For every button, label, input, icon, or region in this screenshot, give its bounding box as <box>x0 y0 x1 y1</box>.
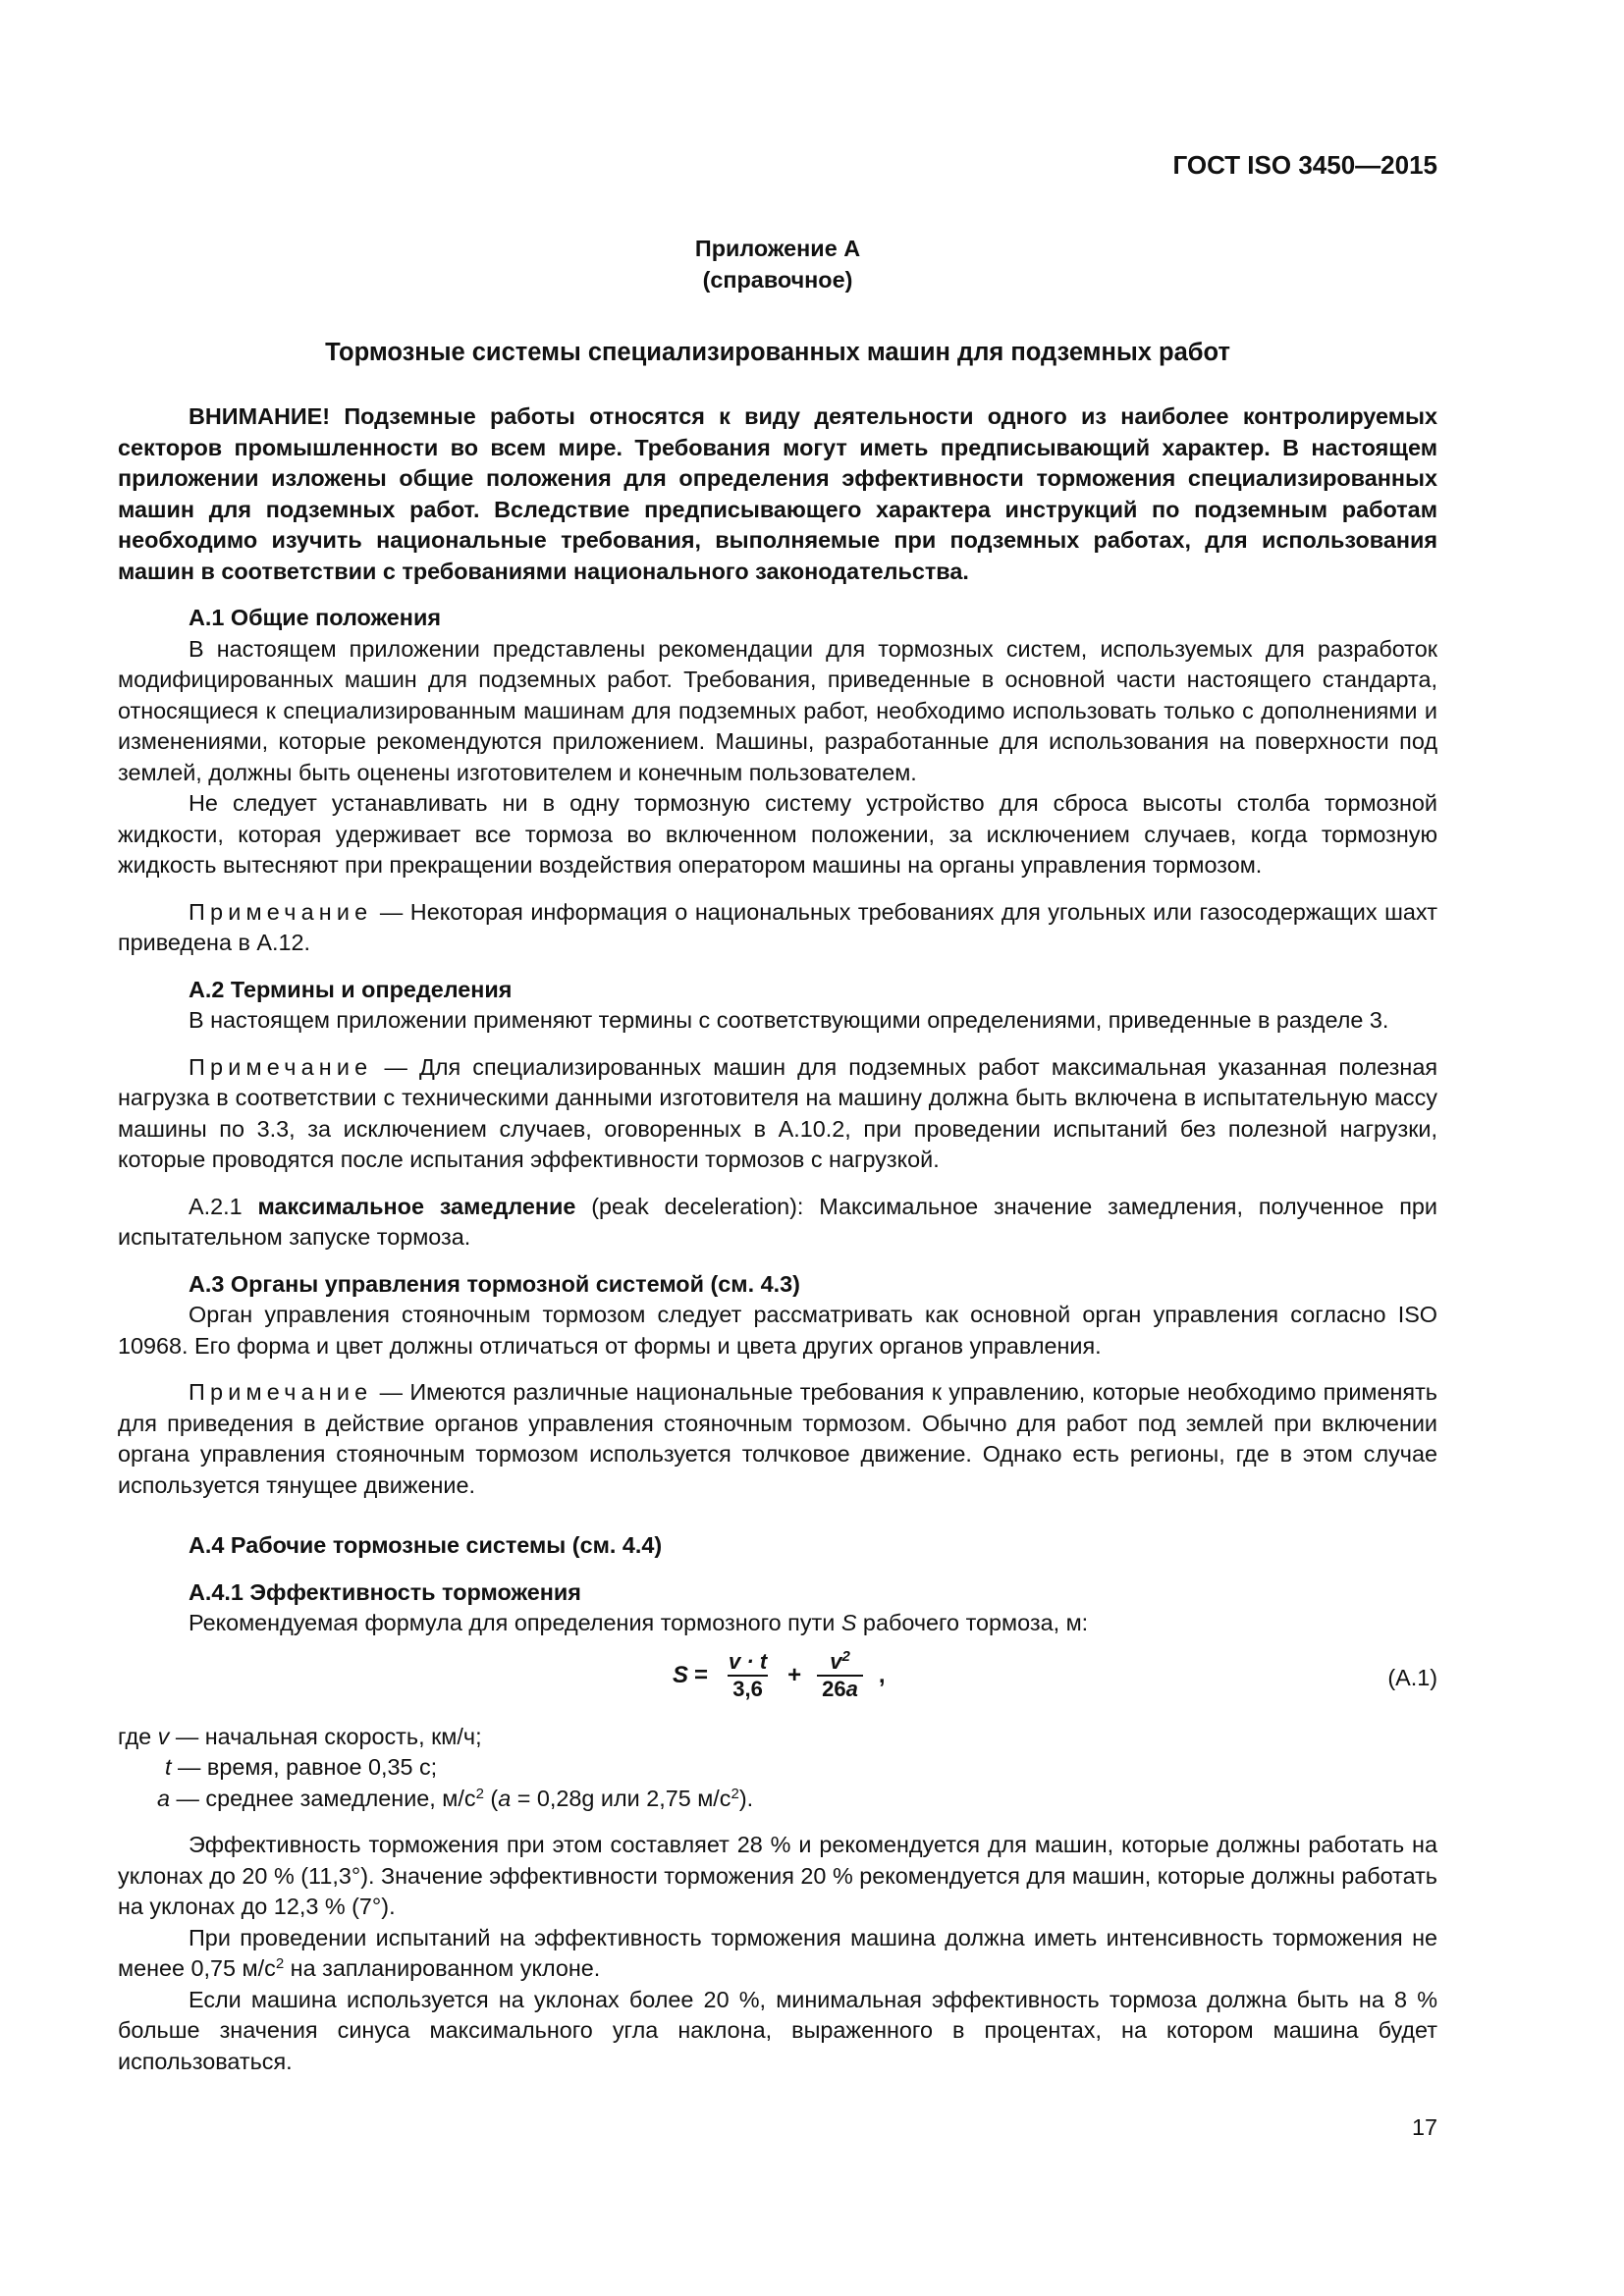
formula-equals: = <box>694 1661 709 1688</box>
fraction-denominator: 26a <box>817 1675 863 1702</box>
section-a1-note <box>118 897 1437 959</box>
where-line-t: t — время, равное 0,35 с; <box>165 1754 438 1780</box>
where-line-v: где v — начальная скорость, км/ч; <box>118 1723 482 1749</box>
page-number: 17 <box>1411 2114 1437 2140</box>
warning-paragraph: ВНИМАНИЕ! Подземные работы относятся к виду деятельности одного из наиболее контролируемых секторов промышленности во всем мире. Требования могут иметь предписывающий характер. В настоящем приложении изложены общие положения для определения эффективности торможения специализированных машин для подземных работ. Вследствие предписывающего характера инструкций по подземным работам необходимо изучить национальные требования, выполняемые при подземных работах, для использования машин в соответствии с требованиями национального законодательства. <box>118 403 1437 584</box>
note-text: — Некоторая информация о национальных требованиях для угольных или газосодержащих шахт приведена в А.12. <box>118 898 1437 955</box>
note-label: Примечание <box>189 1379 373 1405</box>
fraction-numerator: v · t <box>729 1648 768 1674</box>
formula-block <box>118 1643 1437 1722</box>
definition-text: (peak deceleration): Максимальное значение замедления, полученное при испытательном запуске тормоза. <box>118 1193 1437 1250</box>
section-a2-heading: А.2 Термины и определения <box>189 976 513 1002</box>
section-a4-paragraph-3: Если машина используется на уклонах более 20 %, минимальная эффективность тормоза должна быть на 8 % больше значения синуса максимального угла наклона, выраженного в процентах, на котором машина будет использоваться. <box>118 1986 1437 2074</box>
braking-distance-formula <box>673 1649 892 1702</box>
note-text: — Для специализированных машин для подземных работ максимальная указанная полезная нагрузка в соответствии с техническими данными изготовителя на машину должна быть включена в испытательную массу машины по 3.3, за исключением случаев, оговоренных в А.10.2, при проведении испытаний без полезной нагрузки, которые проводятся после испытания эффективности тормозов с нагрузкой. <box>118 1053 1437 1172</box>
section-a2-1-definition <box>118 1192 1437 1254</box>
section-a4-heading: А.4 Рабочие тормозные системы (см. 4.4) <box>189 1532 663 1558</box>
fraction-numerator: $v^2$ <box>830 1647 850 1674</box>
annex-kind: (справочное) <box>702 266 853 293</box>
annex-title: Тормозные системы специализированных машин для подземных работ <box>325 339 1230 366</box>
section-a2-note <box>118 1052 1437 1176</box>
standard-designation: ГОСТ ISO 3450—2015 <box>1172 150 1437 180</box>
fraction-denominator: 3,6 <box>728 1675 768 1702</box>
annex-label: Приложение А <box>694 236 861 261</box>
where-line-a: a — среднее замедление, $м/с^2$ (a = 0,28g или 2,75 $м/с^2$). <box>157 1785 754 1811</box>
formula-fraction-2 <box>817 1649 863 1702</box>
note-label: Примечание <box>189 1053 373 1080</box>
formula-number: (А.1) <box>1387 1664 1437 1690</box>
section-a3-paragraph-1: Орган управления стояночным тормозом следует рассматривать как основной орган управления согласно ISO 10968. Его форма и цвет должны отличаться от формы и цвета других органов управления. <box>118 1302 1437 1359</box>
section-a3-heading: А.3 Органы управления тормозной системой (см. 4.3) <box>189 1270 800 1297</box>
note-text: — Имеются различные национальные требования к управлению, которые необходимо применять для приведения в действие органов управления стояночным тормозом. Обычно для работ под землей при включении органа управления стояночным тормозом используется толчковое движение. Однако есть регионы, где в этом случае используется тянущее движение. <box>118 1379 1437 1498</box>
formula-fraction-1 <box>724 1649 772 1702</box>
formula-intro: Рекомендуемая формула для определения тормозного пути S рабочего тормоза, м: <box>189 1610 1089 1635</box>
section-a1-paragraph-1: В настоящем приложении представлены рекомендации для тормозных систем, используемых для разработок модифицированных машин для подземных работ. Требования, приведенные в основной части настоящего стандарта, относящиеся к специализированным машинам для подземных работ, необходимо использовать только с дополнениями и изменениями, которые рекомендуются приложением. Машины, разработанные для использования на поверхности под землей, должны быть оценены изготовителем и конечным пользователем. <box>118 635 1437 785</box>
section-a1-heading: А.1 Общие положения <box>189 605 441 630</box>
section-a4-paragraph-1: Эффективность торможения при этом составляет 28 % и рекомендуется для машин, которые должны работать на уклонах до 20 % (11,3°). Значение эффективности торможения 20 % рекомендуется для машин, которые должны работать на уклонах до 12,3 % (7°). <box>118 1832 1437 1919</box>
formula-lhs: S <box>673 1661 689 1688</box>
section-a4-paragraph-2: При проведении испытаний на эффективность торможения машина должна иметь интенсивность торможения не менее 0,75 $м/с^2$ на запланированном уклоне. <box>118 1924 1437 1981</box>
formula-plus: + <box>787 1661 802 1688</box>
formula-comma: , <box>878 1661 886 1688</box>
section-a4-1-heading: А.4.1 Эффективность торможения <box>189 1578 581 1605</box>
section-a3-note <box>118 1377 1437 1501</box>
definition-term: максимальное замедление <box>257 1193 576 1219</box>
definition-number: А.2.1 <box>189 1193 258 1219</box>
section-a1-paragraph-2: Не следует устанавливать ни в одну тормозную систему устройство для сброса высоты столба тормозной жидкости, которая удерживает все тормоза во включенном положении, за исключением случаев, когда тормозную жидкость вытесняют при прекращении воздействия оператором машины на органы управления тормозом. <box>118 790 1437 878</box>
note-label: Примечание <box>189 898 373 925</box>
section-a2-paragraph-1: В настоящем приложении применяют термины с соответствующими определениями, приведенные в разделе 3. <box>189 1007 1389 1033</box>
